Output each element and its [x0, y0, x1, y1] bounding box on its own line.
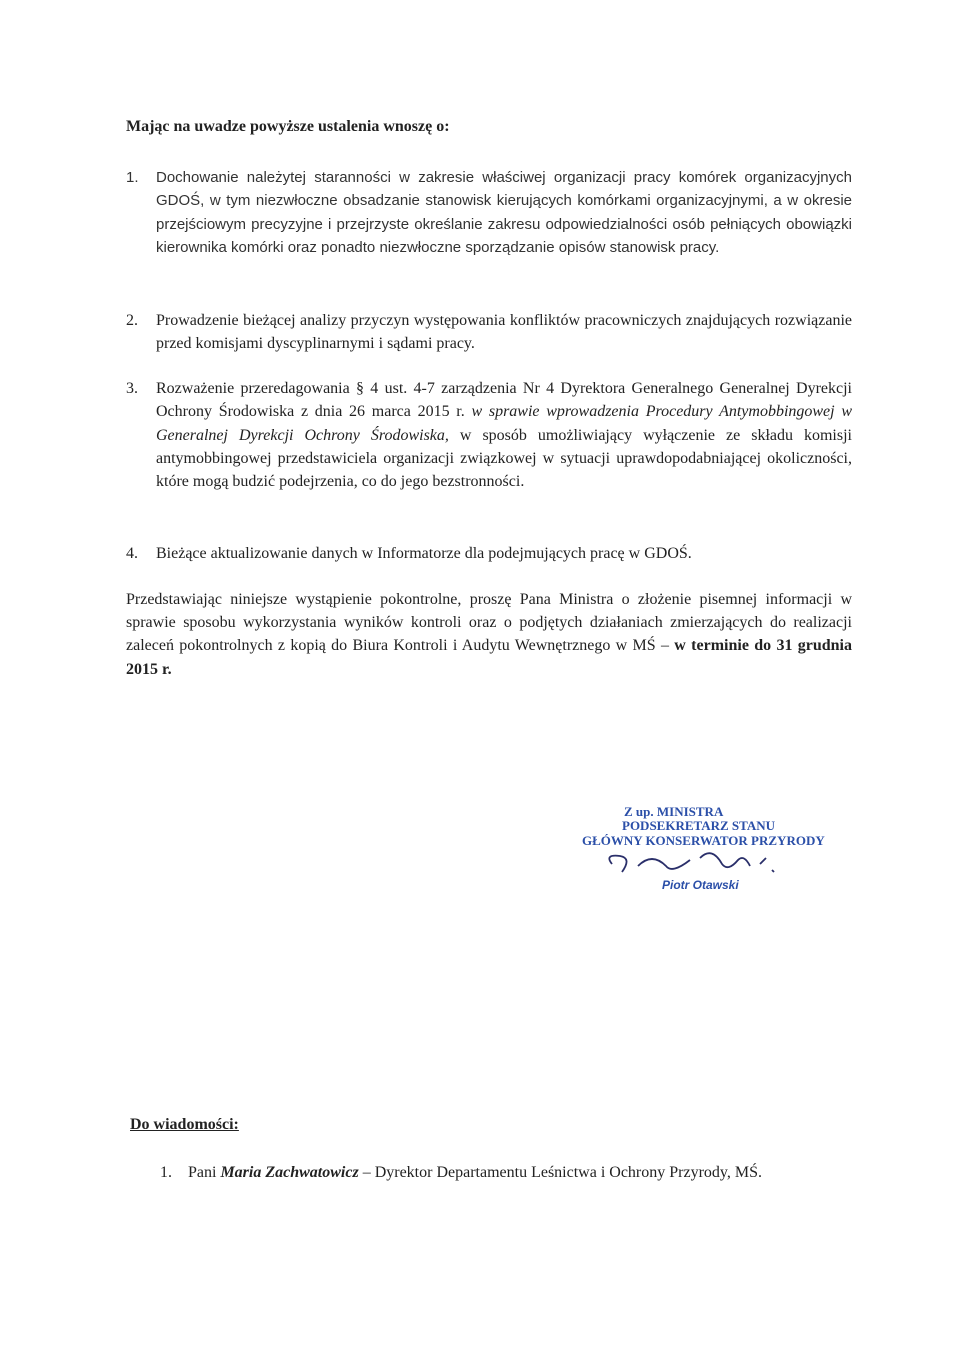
recommendation-item-3 — [126, 377, 852, 493]
official-stamp-signature — [572, 796, 842, 896]
stamp-name: Piotr Otawski — [662, 878, 739, 892]
stamp-line-1: Z up. MINISTRA — [624, 804, 724, 819]
deadline: w terminie do 31 grudnia 2015 r — [126, 637, 852, 678]
section-heading: Mając na uwadze powyższe ustalenia wnoszę o: — [126, 118, 450, 135]
regulation-title: w sprawie wprowadzenia Procedury Antymobbingowej w Generalnej Dyrekcji Ochrony Środowiska, — [156, 403, 852, 444]
stamp-line-2: PODSEKRETARZ STANU — [622, 818, 776, 833]
item-text: Bieżące aktualizowanie danych w Informatorze dla podejmujących pracę w GDOŚ. — [156, 545, 692, 562]
cc-item-number: 1. — [160, 1164, 172, 1181]
item-text-part: Rozważenie przeredagowania § 4 ust. 4-7 zarządzenia Nr 4 Dyrektora Generalnego Generalnej Dyrekcji Ochrony Środowiska z dnia 26 marca 2015 r. — [156, 380, 852, 421]
recommendation-item-4 — [126, 542, 852, 565]
cc-heading: Do wiadomości: — [130, 1116, 239, 1133]
stamp-line-3: GŁÓWNY KONSERWATOR PRZYRODY — [582, 833, 825, 848]
cc-recipient-name: Maria Zachwatowicz — [220, 1164, 359, 1181]
cc-prefix: Pani — [188, 1164, 221, 1181]
item-number: 3. — [126, 380, 138, 397]
closing-end: . — [167, 660, 172, 678]
item-text: Dochowanie należytej staranności w zakresie właściwej organizacji pracy komórek organizacyjnych GDOŚ, w tym niezwłoczne obsadzanie stanowisk kierujących komórkami organizacyjnymi, a w okresie przejściowym precyzyjne i przejrzyste określanie zakresu odpowiedzialności osób pełniących obowiązki kierownika komórki oraz ponadto niezwłoczne sporządzanie opisów stanowisk pracy. — [156, 169, 852, 256]
item-number: 2. — [126, 312, 138, 329]
item-number: 4. — [126, 545, 138, 562]
cc-suffix: – Dyrektor Departamentu Leśnictwa i Ochrony Przyrody, MŚ. — [358, 1164, 762, 1181]
item-number: 1. — [126, 169, 139, 186]
handwritten-signature — [609, 853, 774, 872]
recommendation-item-2 — [126, 309, 852, 356]
closing-paragraph — [126, 588, 852, 681]
closing-text: Przedstawiając niniejsze wystąpienie pokontrolne, proszę Pana Ministra o złożenie pisemnej informacji w sprawie sposobu wykorzystania wyników kontroli oraz o podjętych działaniach zmierzających do realizacji zaleceń pokontrolnych z kopią do Biura Kontroli i Audytu Wewnętrznego w MŚ – — [126, 591, 852, 655]
item-text-part: w sposób umożliwiający wyłączenie ze składu komisji antymobbingowej przedstawiciela organizacji związkowej w sytuacji uprawdopodabniającej okoliczności, które mogą budzić podejrzenia, co do jego bezstronności. — [156, 426, 852, 491]
cc-item-1 — [160, 1162, 860, 1184]
cc-item-text — [188, 1162, 762, 1184]
recommendation-item-1 — [126, 166, 852, 259]
item-text — [156, 377, 852, 493]
item-text: Prowadzenie bieżącej analizy przyczyn występowania konfliktów pracowniczych znajdujących rozwiązanie przed komisjami dyscyplinarnymi i sądami pracy. — [156, 312, 852, 353]
